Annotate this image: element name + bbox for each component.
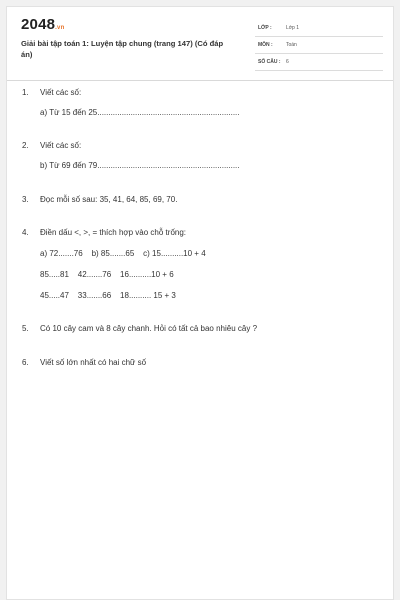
header-divider	[7, 80, 393, 81]
question-text: Viết các số:	[40, 88, 82, 97]
question-6	[22, 357, 146, 368]
site-logo[interactable]	[21, 16, 64, 33]
meta-value: Toán	[286, 42, 297, 48]
meta-value: 6	[286, 59, 289, 65]
question-4	[22, 227, 186, 238]
meta-value: Lớp 1	[286, 25, 300, 31]
logo-main: 2048	[21, 16, 56, 33]
meta-row-question-count	[255, 54, 383, 71]
question-number: 4.	[22, 228, 29, 237]
question-number: 1.	[22, 88, 29, 97]
question-text: Viết các số:	[40, 141, 82, 150]
meta-row-grade	[255, 20, 383, 37]
question-text: Viết số lớn nhất có hai chữ số	[40, 358, 147, 367]
meta-key: LỚP :	[258, 25, 272, 31]
question-2-line-b: b) Từ 69 đến 79................................................................	[40, 161, 240, 170]
question-text: Đọc mỗi số sau: 35, 41, 64, 85, 69, 70.	[40, 195, 178, 204]
meta-row-subject	[255, 37, 383, 54]
question-number: 6.	[22, 358, 29, 367]
question-4-line-2: 85.....81 42.......76 16..........10 + 6	[40, 270, 174, 279]
question-1-line-a: a) Từ 15 đến 25................................................................	[40, 108, 240, 117]
meta-key: SỐ CÂU :	[258, 59, 281, 65]
question-4-line-3: 45.....47 33.......66 18.......... 15 + 3	[40, 291, 176, 300]
question-number: 3.	[22, 195, 29, 204]
document-title: Giải bài tập toán 1: Luyện tập chung (trang 147) (Có đáp án)	[21, 39, 224, 59]
question-4-line-1: a) 72.......76 b) 85.......65 c) 15..........10 + 4	[40, 249, 206, 258]
meta-key: MÔN :	[258, 42, 273, 48]
logo-suffix: .vn	[55, 25, 65, 31]
question-5	[22, 323, 257, 334]
question-number: 5.	[22, 324, 29, 333]
question-1	[22, 87, 81, 98]
question-number: 2.	[22, 141, 29, 150]
worksheet-page	[6, 6, 394, 600]
worksheet-header	[7, 7, 393, 79]
question-2	[22, 140, 81, 151]
meta-table	[255, 20, 383, 71]
question-3	[22, 194, 177, 205]
question-text: Có 10 cây cam và 8 cây chanh. Hỏi có tất cả bao nhiêu cây ?	[40, 324, 258, 333]
question-text: Điền dấu <, >, = thích hợp vào chỗ trống:	[40, 228, 187, 237]
